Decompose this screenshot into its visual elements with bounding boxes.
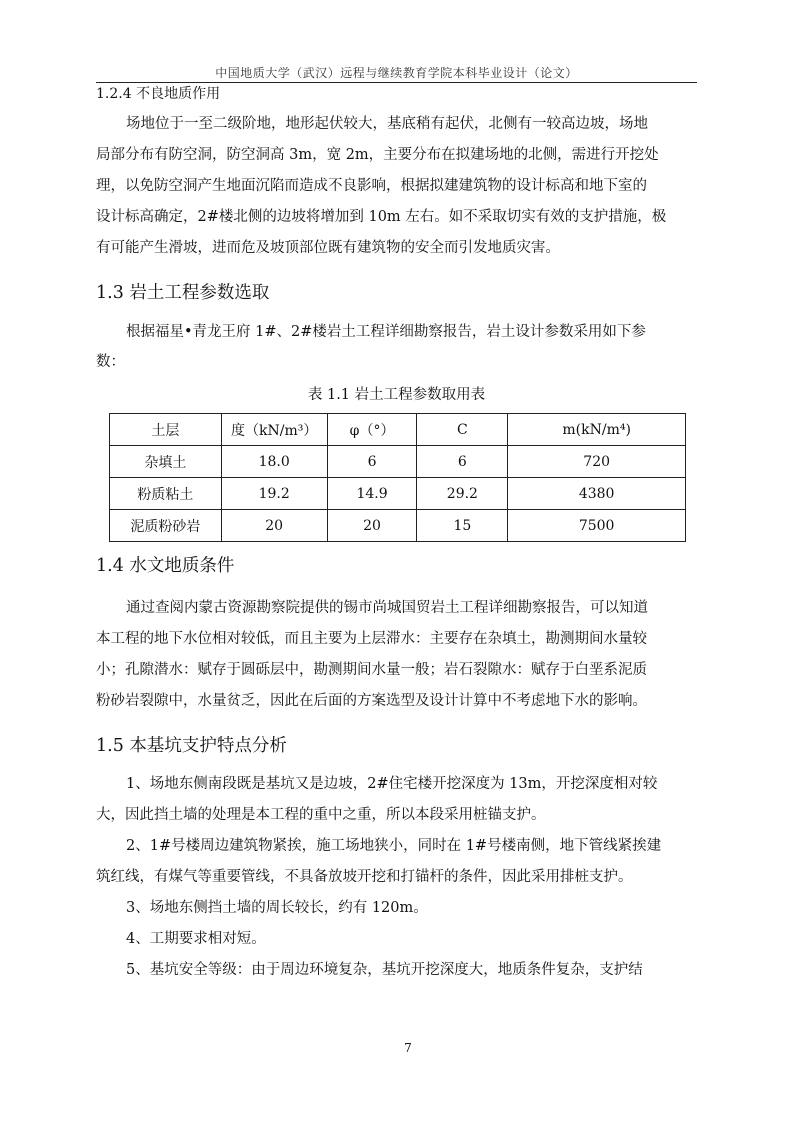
paragraph-line: 2、1#号楼周边建筑物紧挨，施工场地狭小，同时在 1#号楼南侧，地下管线紧挨建 [126,838,662,854]
table-row [110,510,686,542]
table-header-row [110,414,686,446]
table-header-cell: 度（kN/m³） [221,414,327,446]
subsection-heading-1-2-4: 1.2.4 不良地质作用 [96,86,221,102]
paragraph-line: 理，以免防空洞产生地面沉陷而造成不良影响，根据拟建建筑物的设计标高和地下室的 [96,178,647,194]
paragraph-line: 5、基坑安全等级：由于周边环境复杂，基坑开挖深度大，地质条件复杂，支护结 [126,962,643,978]
table-cell: 粉质粘土 [110,478,222,510]
table-cell: 15 [417,510,508,542]
table-cell: 20 [221,510,327,542]
paragraph-line: 局部分布有防空洞，防空洞高 3m，宽 2m，主要分布在拟建场地的北侧，需进行开挖处 [96,147,659,163]
table-cell: 20 [327,510,417,542]
paragraph-line: 有可能产生滑坡，进而危及坡顶部位既有建筑物的安全而引发地质灾害。 [96,240,560,256]
page-header: 中国地质大学（武汉）远程与继续教育学院本科毕业设计（论文） [215,66,578,80]
paragraph-line: 1、场地东侧南段既是基坑又是边坡，2#住宅楼开挖深度为 13m，开挖深度相对较 [126,776,658,792]
table-cell: 6 [327,446,417,478]
table-header-cell: φ（°） [327,414,417,446]
page-number: 7 [404,1041,412,1055]
table-cell: 6 [417,446,508,478]
table-cell: 杂填土 [110,446,222,478]
table-row [110,446,686,478]
paragraph-line: 根据福星•青龙王府 1#、2#楼岩土工程详细勘察报告，岩土设计参数采用如下参 [126,324,646,340]
table-cell: 19.2 [221,478,327,510]
table-cell: 7500 [508,510,686,542]
paragraph-line: 大，因此挡土墙的处理是本工程的重中之重，所以本段采用桩锚支护。 [96,807,546,823]
table-cell: 29.2 [417,478,508,510]
paragraph-line: 小；孔隙潜水：赋存于圆砾层中，勘测期间水量一般；岩石裂隙水：赋存于白垩系泥质 [96,662,647,678]
paragraph-line: 粉砂岩裂隙中，水量贫乏，因此在后面的方案选型及设计计算中不考虑地下水的影响。 [96,693,647,709]
table-cell: 18.0 [221,446,327,478]
paragraph-line: 场地位于一至二级阶地，地形起伏较大，基底稍有起伏，北侧有一较高边坡，场地 [126,116,648,132]
section-heading-1-4: 1.4 水文地质条件 [96,556,235,576]
table-header-cell: C [417,414,508,446]
table-cell: 4380 [508,478,686,510]
table-cell: 泥质粉砂岩 [110,510,222,542]
table-cell: 720 [508,446,686,478]
table-header-cell: m(kN/m⁴) [508,414,686,446]
paragraph-line: 设计标高确定，2#楼北侧的边坡将增加到 10m 左右。如不采取切实有效的支护措施，极 [96,209,667,225]
table-cell: 14.9 [327,478,417,510]
paragraph-line: 4、工期要求相对短。 [126,931,266,947]
table-header-cell: 土层 [110,414,222,446]
paragraph-line: 筑红线，有煤气等重要管线，不具备放坡开挖和打锚杆的条件，因此采用排桩支护。 [96,869,633,885]
paragraph-line: 3、场地东侧挡土墙的周长较长，约有 120m。 [126,900,428,916]
table-caption: 表 1.1 岩土工程参数取用表 [307,387,486,403]
table-row [110,478,686,510]
paragraph-line: 通过查阅内蒙古资源勘察院提供的锡市尚城国贸岩土工程详细勘察报告，可以知道 [126,600,648,616]
paragraph-line: 数： [96,354,125,370]
section-heading-1-5: 1.5 本基坑支护特点分析 [96,736,287,756]
paragraph-line: 本工程的地下水位相对较低，而且主要为上层滞水：主要存在杂填土，勘测期间水量较 [96,631,647,647]
section-heading-1-3: 1.3 岩土工程参数选取 [96,283,270,303]
soil-parameter-table [109,413,686,542]
